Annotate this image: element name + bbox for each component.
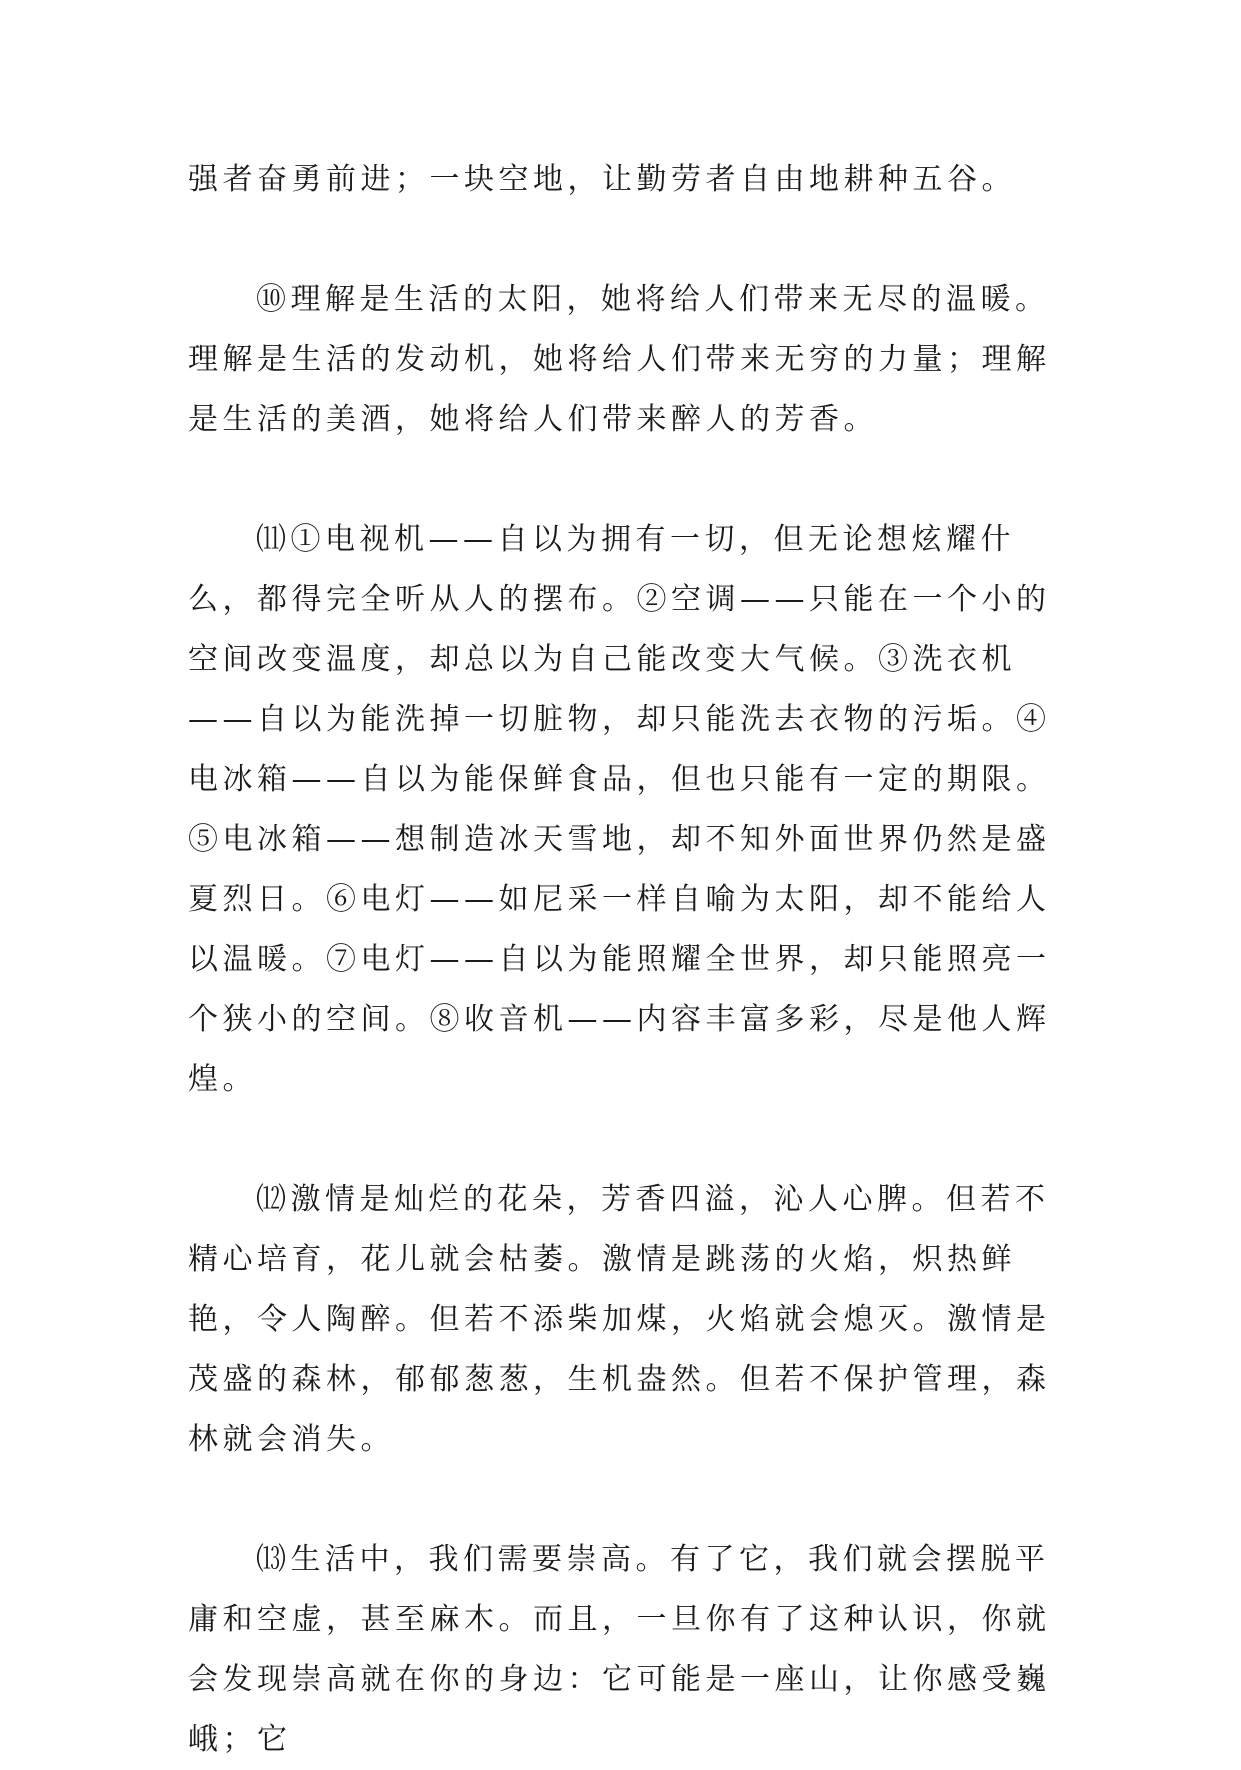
- paragraph-12: ⑿激情是灿烂的花朵，芳香四溢，沁人心脾。但若不精心培育，花儿就会枯萎。激情是跳荡的火焰，炽热鲜艳，令人陶醉。但若不添柴加煤，火焰就会熄灭。激情是茂盛的森林，郁郁葱葱，生机盎然。但若不保护管理，森林就会消失。: [188, 1182, 1051, 1457]
- document-body: [188, 150, 1056, 1770]
- paragraph-13: ⒀生活中，我们需要崇高。有了它，我们就会摆脱平庸和空虚，甚至麻木。而且，一旦你有了这种认识，你就会发现崇高就在你的身边：它可能是一座山，让你感受巍峨；它: [188, 1542, 1051, 1757]
- paragraph-9-continuation: 强者奋勇前进；一块空地，让勤劳者自由地耕种五谷。: [188, 162, 1016, 197]
- paragraph-10: ⑩理解是生活的太阳，她将给人们带来无尽的温暖。理解是生活的发动机，她将给人们带来无穷的力量；理解是生活的美酒，她将给人们带来醉人的芳香。: [188, 282, 1051, 437]
- paragraph-11: ⑾①电视机——自以为拥有一切，但无论想炫耀什么，都得完全听从人的摆布。②空调——只能在一个小的空间改变温度，却总以为自己能改变大气候。③洗衣机——自以为能洗掉一切脏物，却只能洗去衣物的污垢。④电冰箱——自以为能保鲜食品，但也只能有一定的期限。⑤电冰箱——想制造冰天雪地，却不知外面世界仍然是盛夏烈日。⑥电灯——如尼采一样自喻为太阳，却不能给人以温暖。⑦电灯——自以为能照耀全世界，却只能照亮一个狭小的空间。⑧收音机——内容丰富多彩，尽是他人辉煌。: [188, 522, 1051, 1097]
